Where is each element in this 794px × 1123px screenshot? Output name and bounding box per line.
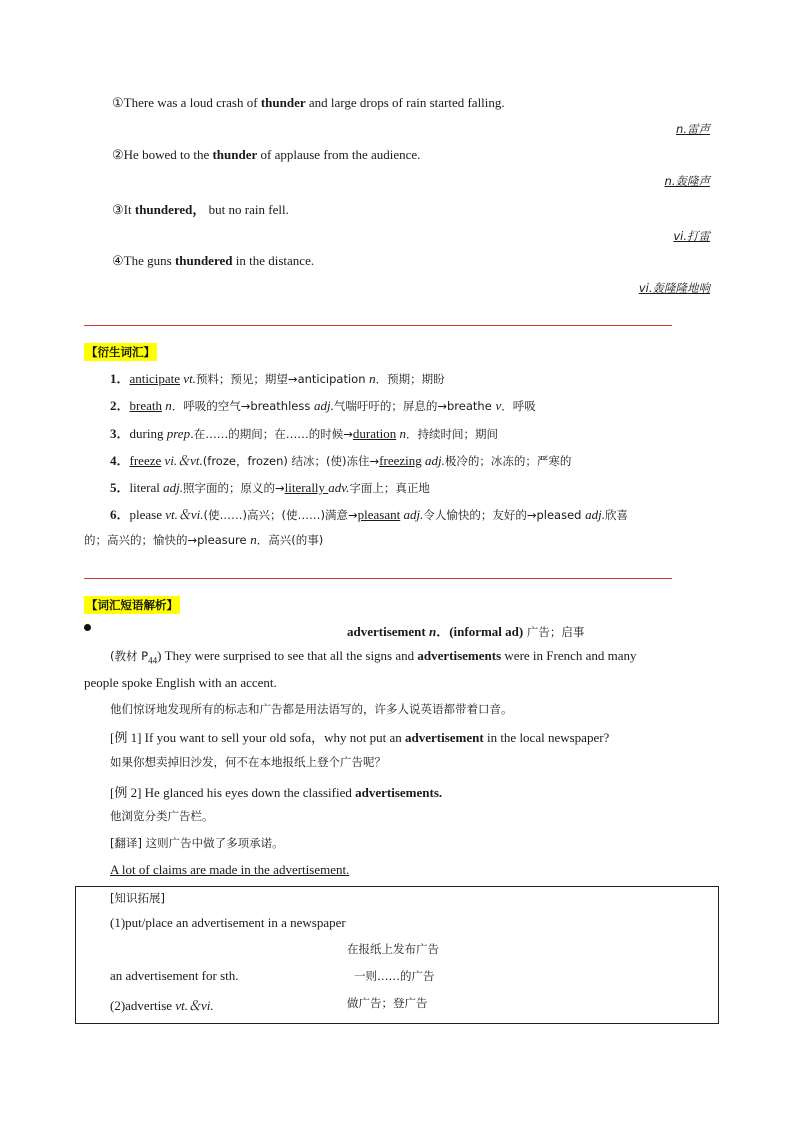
derived-item-1: 1．anticipate vt.预料；预见；期望→anticipation n．预期；期盼	[110, 371, 445, 386]
gloss-2: n.轰隆声	[664, 174, 710, 188]
example-1: [例 1] If you want to sell your old sofa，why not put an advertisement in the local newspaper?	[110, 730, 610, 745]
translation-answer: A lot of claims are made in the advertisement.	[110, 862, 350, 877]
example-sentence-3: ③It thundered， but no rain fell.	[112, 202, 289, 217]
box-line-2: an advertisement for sth.	[110, 968, 239, 983]
example-2: [例 2] He glanced his eyes down the classified advertisements.	[110, 785, 443, 800]
example-sentence-2: ②He bowed to the thunder of applause from the audience.	[112, 147, 421, 162]
box-line-3-cn: 做广告；登广告	[347, 996, 428, 1010]
derived-item-6-continued: 的；高兴的；愉快的→pleasure n．高兴(的事)	[84, 532, 324, 547]
example-1-translation: 如果你想卖掉旧沙发，何不在本地报纸上登个广告呢？	[110, 755, 386, 769]
section-header-vocab: 【词汇短语解析】	[86, 598, 178, 612]
box-line-2-cn: 一则……的广告	[354, 969, 435, 983]
box-title: [知识拓展]	[110, 891, 165, 905]
section-divider	[84, 325, 672, 326]
headword: advertisement n．(informal ad) 广告；启事	[347, 624, 585, 639]
box-line-1-cn: 在报纸上发布广告	[347, 942, 439, 956]
translation-task: [翻译] 这则广告中做了多项承诺。	[110, 836, 284, 850]
derived-item-6: 6．please vt.＆vi.(使……)高兴；(使……)满意→pleasant adj.令人愉快的；友好的→pleased adj.欣喜	[110, 507, 628, 522]
example-2-translation: 他浏览分类广告栏。	[110, 809, 214, 823]
bullet-icon	[84, 624, 91, 631]
gloss-1: n.雷声	[676, 122, 710, 136]
box-line-1: (1)put/place an advertisement in a newspaper	[110, 915, 346, 930]
derived-item-2: 2．breath n．呼吸的空气→breathless adj.气喘吁吁的；屏息的→breathe v．呼吸	[110, 398, 536, 413]
box-line-3: (2)advertise vt.＆vi.	[110, 998, 214, 1013]
textbook-translation: 他们惊讶地发现所有的标志和广告都是用法语写的，许多人说英语都带着口音。	[110, 702, 513, 716]
derived-item-3: 3．during prep.在……的期间；在……的时候→duration n．持续时间；期间	[110, 426, 498, 441]
example-sentence-4: ④The guns thundered in the distance.	[112, 253, 315, 268]
gloss-4: vi.轰隆隆地响	[638, 281, 710, 295]
example-sentence-1: ①There was a loud crash of thunder and large drops of rain started falling.	[112, 95, 505, 110]
section-divider	[84, 578, 672, 579]
textbook-example: (教材 $P_{44}$) They were surprised to see that all the signs and advertisements were in French and many	[110, 648, 637, 666]
derived-item-5: 5．literal adj.照字面的；原义的→literally adv.字面上；真正地	[110, 480, 430, 495]
textbook-example-cont: people spoke English with an accent.	[84, 675, 277, 690]
gloss-3: vi.打雷	[673, 229, 710, 243]
section-header-derived: 【衍生词汇】	[86, 345, 155, 359]
derived-item-4: 4．freeze vi.＆vt.(froze，frozen) 结冰；(使)冻住→freezing adj.极冷的；冰冻的；严寒的	[110, 453, 572, 468]
